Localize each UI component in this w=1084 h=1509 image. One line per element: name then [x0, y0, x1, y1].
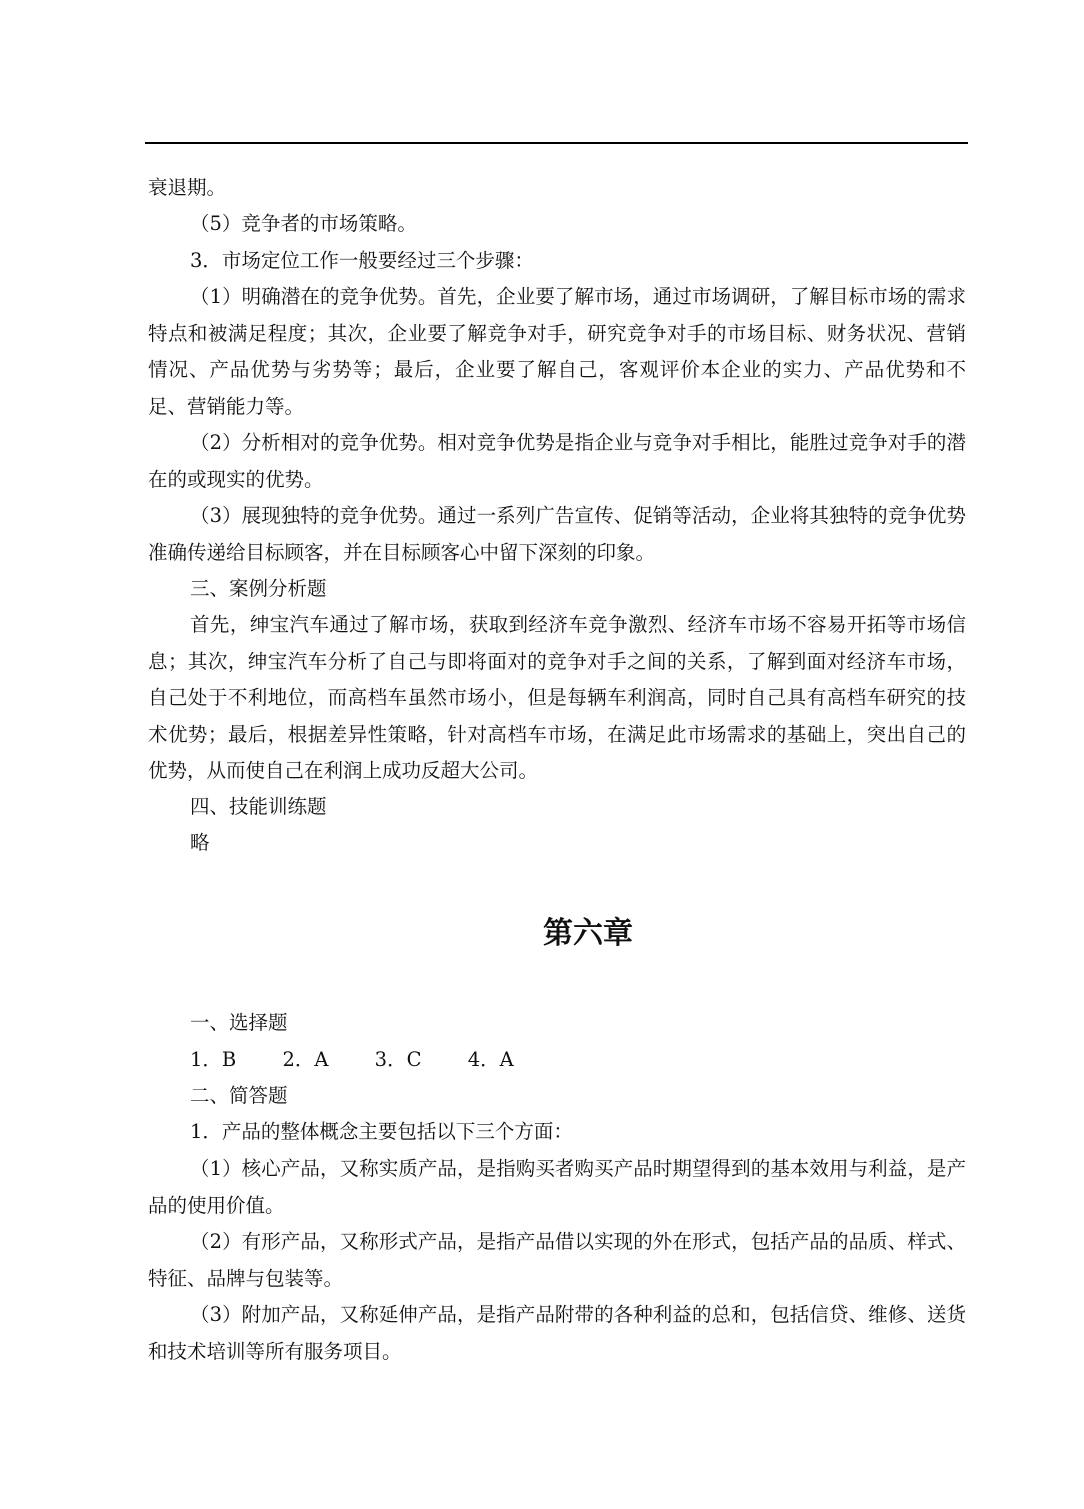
paragraph-augmented-product: （3）附加产品，又称延伸产品，是指产品附带的各种利益的总和，包括信贷、维修、送货和技术培训等所有服务项目。	[148, 1303, 966, 1363]
answer-3: 3．C	[374, 1048, 422, 1071]
paragraph-positioning-steps: 3．市场定位工作一般要经过三个步骤：	[190, 249, 534, 272]
paragraph-product-concept: 1．产品的整体概念主要包括以下三个方面：	[190, 1120, 573, 1143]
paragraph-omitted: 略	[190, 831, 210, 854]
paragraph-step-2: （2）分析相对的竞争优势。相对竞争优势是指企业与竞争对手相比，能胜过竞争对手的潜在的或现实的优势。	[148, 431, 966, 491]
paragraph-core-product: （1）核心产品，又称实质产品，是指购买者购买产品时期望得到的基本效用与利益，是产品的使用价值。	[148, 1157, 966, 1217]
heading-short-answer: 二、简答题	[190, 1084, 288, 1107]
heading-case-analysis: 三、案例分析题	[190, 577, 327, 600]
answer-2: 2．A	[282, 1048, 329, 1071]
answer-4: 4．A	[467, 1048, 514, 1071]
answer-1: 1．B	[190, 1048, 237, 1071]
header-rule	[145, 142, 968, 144]
paragraph-competitor-strategy: （5）竞争者的市场策略。	[190, 212, 417, 235]
heading-skill-training: 四、技能训练题	[190, 795, 327, 818]
paragraph-tangible-product: （2）有形产品，又称形式产品，是指产品借以实现的外在形式，包括产品的品质、样式、特征、品牌与包装等。	[148, 1230, 966, 1290]
paragraph-step-3: （3）展现独特的竞争优势。通过一系列广告宣传、促销等活动，企业将其独特的竞争优势准确传递给目标顾客，并在目标顾客心中留下深刻的印象。	[148, 504, 966, 564]
heading-multiple-choice: 一、选择题	[190, 1011, 288, 1034]
paragraph-step-1: （1）明确潜在的竞争优势。首先，企业要了解市场，通过市场调研，了解目标市场的需求特点和被满足程度；其次，企业要了解竞争对手，研究竞争对手的市场目标、财务状况、营销情况、产品优势与劣势等；最后，企业要了解自己，客观评价本企业的实力、产品优势和不足、营销能力等。	[148, 285, 966, 418]
chapter-title: 第六章	[543, 916, 633, 951]
paragraph-decline-stage: 衰退期。	[148, 176, 227, 199]
paragraph-case-analysis: 首先，绅宝汽车通过了解市场，获取到经济车竞争激烈、经济车市场不容易开拓等市场信息；其次，绅宝汽车分析了自己与即将面对的竞争对手之间的关系，了解到面对经济车市场，自己处于不利地位，而高档车虽然市场小，但是每辆车利润高，同时自己具有高档车研究的技术优势；最后，根据差异性策略，针对高档车市场，在满足此市场需求的基础上，突出自己的优势，从而使自己在利润上成功反超大公司。	[148, 613, 966, 782]
answer-row	[190, 1042, 514, 1079]
